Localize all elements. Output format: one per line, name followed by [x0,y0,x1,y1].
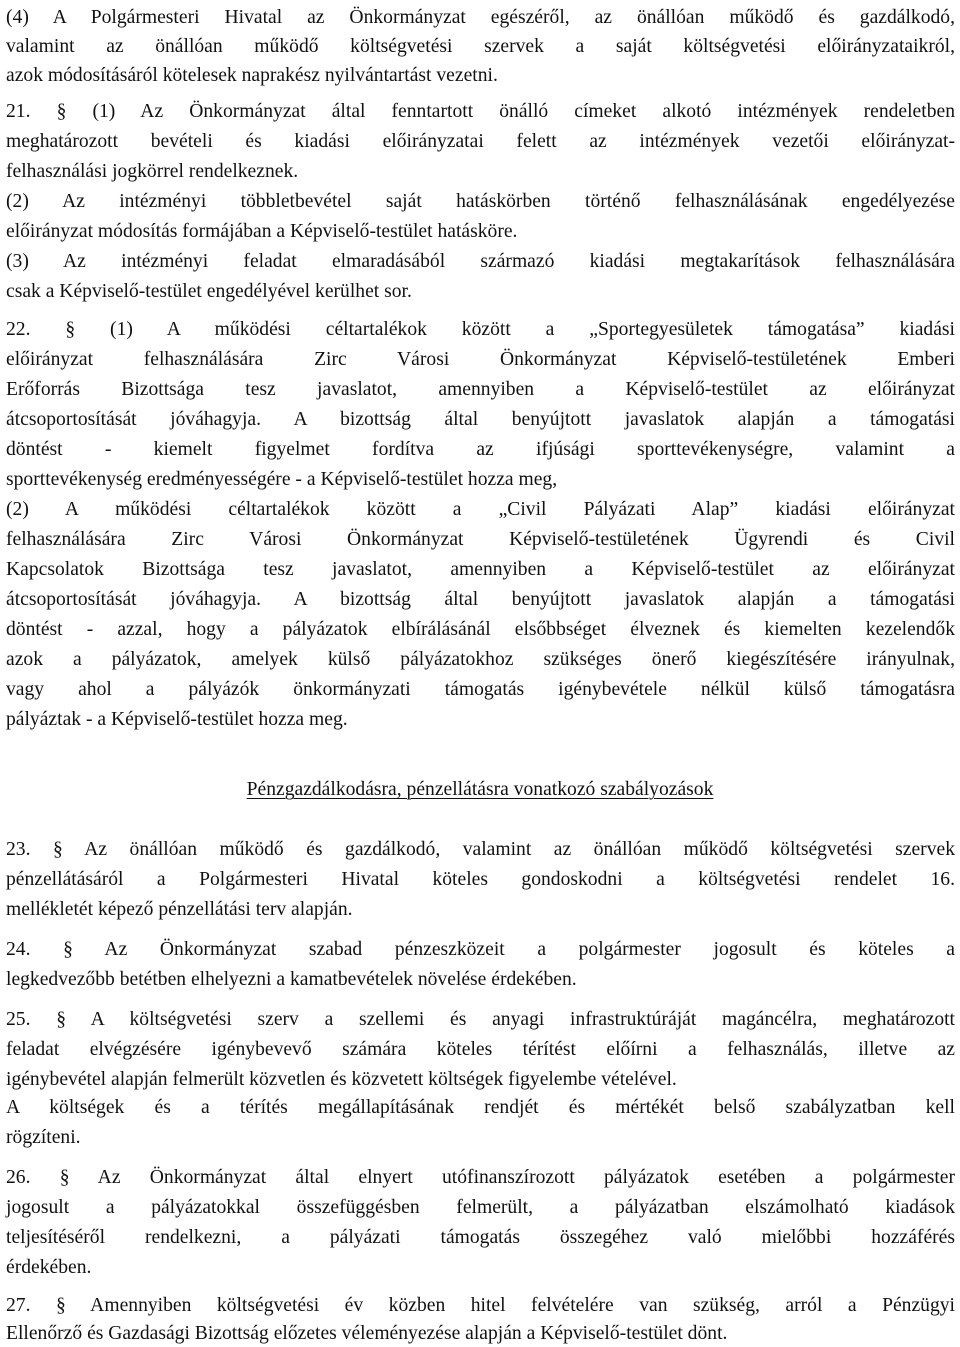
text-line: teljesítéséről rendelkezni, a pályázati támogatás összegéhez való mielőbbi hozzáférés [6,1227,955,1248]
text-line: Kapcsolatok Bizottsága tesz javaslatot, amennyiben a Képviselő-testület az előirányzat [6,559,955,580]
text-line: (3) Az intézményi feladat elmaradásából származó kiadási megtakarítások felhasználására [6,251,955,272]
text-line: csak a Képviselő-testület engedélyével kerülhet sor. [6,281,412,302]
text-line: (4) A Polgármesteri Hivatal az Önkormányzat egészéről, az önállóan működő és gazdálkodó, [6,7,955,28]
text-line: átcsoportosítását jóváhagyja. A bizottság által benyújtott javaslatok alapján a támogatási [6,409,955,430]
text-line: mellékletét képező pénzellátási terv alapján. [6,899,353,920]
text-line: meghatározott bevételi és kiadási előirányzatai felett az intézmények vezetői előirányzat- [6,131,955,152]
text-line: (2) A működési céltartalékok között a „Civil Pályázati Alap” kiadási előirányzat [6,499,955,520]
text-line: rögzíteni. [6,1127,81,1148]
text-line: azok a pályázatok, amelyek külső pályázatokhoz szükséges önerő kiegészítésére irányulnak, [6,649,955,670]
text-line: 27. § Amennyiben költségvetési év közben hitel felvételére van szükség, arról a Pénzügyi [6,1295,955,1316]
text-line: 24. § Az Önkormányzat szabad pénzeszközeit a polgármester jogosult és köteles a [6,939,955,960]
text-line: igénybevétel alapján felmerült közvetlen és közvetett költségek figyelembe vételével. [6,1069,677,1090]
text-line: érdekében. [6,1257,92,1278]
text-line: feladat elvégzésére igénybevevő számára köteles térítést előírni a felhasználás, illetve az [6,1039,955,1060]
text-line: jogosult a pályázatokkal összefüggésben felmerült, a pályázatban elszámolható kiadások [6,1197,955,1218]
text-line: felhasználási jogkörrel rendelkeznek. [6,161,299,182]
text-line: 23. § Az önállóan működő és gazdálkodó, valamint az önállóan működő költségvetési szervek [6,839,955,860]
text-line: 26. § Az Önkormányzat által elnyert utófinanszírozott pályázatok esetében a polgármester [6,1167,955,1188]
text-line: 21. § (1) Az Önkormányzat által fenntartott önálló címeket alkotó intézmények rendeletben [6,101,955,122]
text-line: (2) Az intézményi többletbevétel saját hatáskörben történő felhasználásának engedélyezése [6,191,955,212]
text-line: előirányzat felhasználására Zirc Városi Önkormányzat Képviselő-testületének Emberi [6,349,955,370]
text-line: Ellenőrző és Gazdasági Bizottság előzetes véleményezése alapján a Képviselő-testület dönt. [6,1323,728,1344]
text-line: döntést - azzal, hogy a pályázatok elbírálásánál elsőbbséget élveznek és kiemelten kezelendők [6,619,955,640]
text-line: döntést - kiemelt figyelmet fordítva az ifjúsági sporttevékenységre, valamint a [6,439,955,460]
text-line: valamint az önállóan működő költségvetési szervek a saját költségvetési előirányzataikról, [6,36,955,57]
text-line: 25. § A költségvetési szerv a szellemi és anyagi infrastruktúráját magáncélra, meghatározott [6,1009,955,1030]
text-line: vagy ahol a pályázók önkormányzati támogatás igénybevétele nélkül külső támogatásra [6,679,955,700]
section-heading-text: Pénzgazdálkodásra, pénzellátásra vonatkozó szabályozások [246,779,714,800]
text-line: legkedvezőbb betétben elhelyezni a kamatbevételek növelése érdekében. [6,969,577,990]
text-line: azok módosításáról kötelesek naprakész nyilvántartást vezetni. [6,65,498,86]
text-line: átcsoportosítását jóváhagyja. A bizottság által benyújtott javaslatok alapján a támogatási [6,589,955,610]
text-line: 22. § (1) A működési céltartalékok között a „Sportegyesületek támogatása” kiadási [6,319,955,340]
text-line: felhasználására Zirc Városi Önkormányzat Képviselő-testületének Ügyrendi és Civil [6,529,955,550]
text-line: előirányzat módosítás formájában a Képviselő-testület hatásköre. [6,221,518,242]
text-line: A költségek és a térítés megállapításának rendjét és mértékét belső szabályzatban kell [6,1097,955,1118]
text-line: pályáztak - a Képviselő-testület hozza meg. [6,709,348,730]
text-line: sporttevékenység eredményességére - a Képviselő-testület hozza meg, [6,469,558,490]
section-heading [0,778,960,802]
text-line: pénzellátásáról a Polgármesteri Hivatal köteles gondoskodni a költségvetési rendelet 16. [6,869,955,890]
text-line: Erőforrás Bizottsága tesz javaslatot, amennyiben a Képviselő-testület az előirányzat [6,379,955,400]
